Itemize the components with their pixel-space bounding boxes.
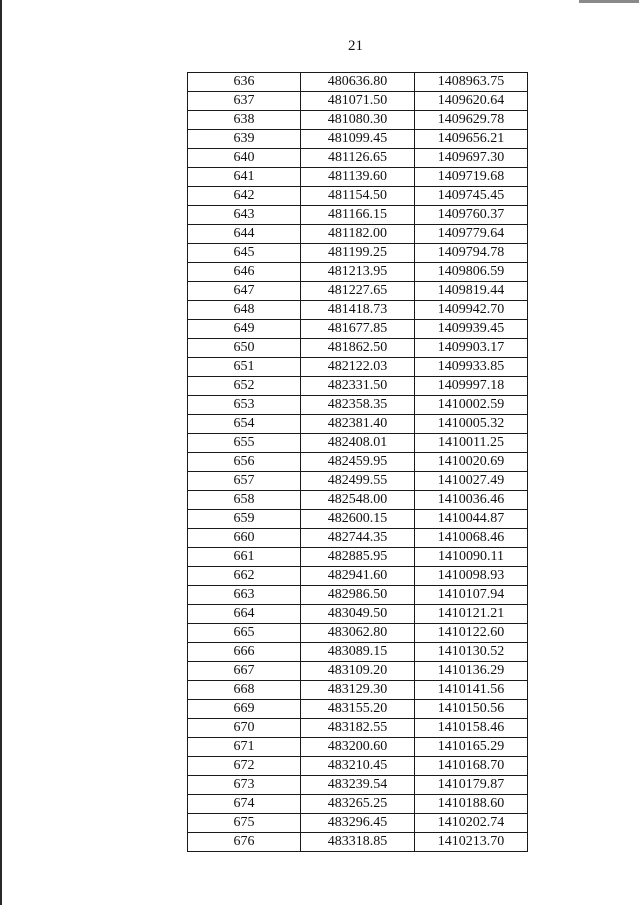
point-number-cell: 672 — [188, 757, 301, 776]
point-number-cell: 642 — [188, 187, 301, 206]
x-coordinate-cell: 483200.60 — [301, 738, 415, 757]
x-coordinate-cell: 481182.00 — [301, 225, 415, 244]
coordinates-table — [187, 72, 528, 852]
y-coordinate-cell: 1410005.32 — [415, 415, 528, 434]
y-coordinate-cell: 1410122.60 — [415, 624, 528, 643]
point-number-cell: 673 — [188, 776, 301, 795]
table-row — [188, 92, 528, 111]
point-number-cell: 638 — [188, 111, 301, 130]
table-row — [188, 776, 528, 795]
y-coordinate-cell: 1410202.74 — [415, 814, 528, 833]
point-number-cell: 671 — [188, 738, 301, 757]
y-coordinate-cell: 1410141.56 — [415, 681, 528, 700]
table-row — [188, 168, 528, 187]
y-coordinate-cell: 1409819.44 — [415, 282, 528, 301]
point-number-cell: 654 — [188, 415, 301, 434]
table-row — [188, 263, 528, 282]
point-number-cell: 664 — [188, 605, 301, 624]
point-number-cell: 651 — [188, 358, 301, 377]
point-number-cell: 640 — [188, 149, 301, 168]
x-coordinate-cell: 482548.00 — [301, 491, 415, 510]
x-coordinate-cell: 483049.50 — [301, 605, 415, 624]
point-number-cell: 656 — [188, 453, 301, 472]
point-number-cell: 645 — [188, 244, 301, 263]
x-coordinate-cell: 482600.15 — [301, 510, 415, 529]
y-coordinate-cell: 1410213.70 — [415, 833, 528, 852]
x-coordinate-cell: 482331.50 — [301, 377, 415, 396]
table-row — [188, 453, 528, 472]
table-row — [188, 605, 528, 624]
coordinates-table-body — [188, 73, 528, 852]
table-row — [188, 586, 528, 605]
y-coordinate-cell: 1409997.18 — [415, 377, 528, 396]
x-coordinate-cell: 481126.65 — [301, 149, 415, 168]
y-coordinate-cell: 1408963.75 — [415, 73, 528, 92]
point-number-cell: 653 — [188, 396, 301, 415]
x-coordinate-cell: 481418.73 — [301, 301, 415, 320]
table-row — [188, 491, 528, 510]
point-number-cell: 665 — [188, 624, 301, 643]
point-number-cell: 661 — [188, 548, 301, 567]
table-row — [188, 396, 528, 415]
y-coordinate-cell: 1410150.56 — [415, 700, 528, 719]
table-row — [188, 700, 528, 719]
point-number-cell: 658 — [188, 491, 301, 510]
x-coordinate-cell: 483089.15 — [301, 643, 415, 662]
x-coordinate-cell: 480636.80 — [301, 73, 415, 92]
point-number-cell: 649 — [188, 320, 301, 339]
top-right-mark — [579, 0, 639, 3]
table-row — [188, 320, 528, 339]
point-number-cell: 668 — [188, 681, 301, 700]
y-coordinate-cell: 1410036.46 — [415, 491, 528, 510]
x-coordinate-cell: 483239.54 — [301, 776, 415, 795]
table-row — [188, 206, 528, 225]
point-number-cell: 637 — [188, 92, 301, 111]
x-coordinate-cell: 482499.55 — [301, 472, 415, 491]
y-coordinate-cell: 1410121.21 — [415, 605, 528, 624]
table-row — [188, 111, 528, 130]
x-coordinate-cell: 482122.03 — [301, 358, 415, 377]
table-row — [188, 472, 528, 491]
table-row — [188, 529, 528, 548]
point-number-cell: 670 — [188, 719, 301, 738]
x-coordinate-cell: 482358.35 — [301, 396, 415, 415]
point-number-cell: 655 — [188, 434, 301, 453]
y-coordinate-cell: 1410168.70 — [415, 757, 528, 776]
point-number-cell: 643 — [188, 206, 301, 225]
y-coordinate-cell: 1410090.11 — [415, 548, 528, 567]
x-coordinate-cell: 483265.25 — [301, 795, 415, 814]
y-coordinate-cell: 1409933.85 — [415, 358, 528, 377]
table-row — [188, 681, 528, 700]
x-coordinate-cell: 483062.80 — [301, 624, 415, 643]
point-number-cell: 663 — [188, 586, 301, 605]
x-coordinate-cell: 481080.30 — [301, 111, 415, 130]
x-coordinate-cell: 483129.30 — [301, 681, 415, 700]
table-row — [188, 814, 528, 833]
table-row — [188, 662, 528, 681]
x-coordinate-cell: 483182.55 — [301, 719, 415, 738]
x-coordinate-cell: 482459.95 — [301, 453, 415, 472]
table-row — [188, 719, 528, 738]
point-number-cell: 647 — [188, 282, 301, 301]
y-coordinate-cell: 1410011.25 — [415, 434, 528, 453]
y-coordinate-cell: 1410107.94 — [415, 586, 528, 605]
x-coordinate-cell: 481227.65 — [301, 282, 415, 301]
y-coordinate-cell: 1409656.21 — [415, 130, 528, 149]
table-row — [188, 643, 528, 662]
y-coordinate-cell: 1409794.78 — [415, 244, 528, 263]
point-number-cell: 650 — [188, 339, 301, 358]
y-coordinate-cell: 1410068.46 — [415, 529, 528, 548]
point-number-cell: 636 — [188, 73, 301, 92]
point-number-cell: 666 — [188, 643, 301, 662]
x-coordinate-cell: 483210.45 — [301, 757, 415, 776]
y-coordinate-cell: 1409745.45 — [415, 187, 528, 206]
point-number-cell: 652 — [188, 377, 301, 396]
x-coordinate-cell: 482941.60 — [301, 567, 415, 586]
y-coordinate-cell: 1409760.37 — [415, 206, 528, 225]
x-coordinate-cell: 481199.25 — [301, 244, 415, 263]
point-number-cell: 674 — [188, 795, 301, 814]
x-coordinate-cell: 482408.01 — [301, 434, 415, 453]
table-row — [188, 377, 528, 396]
x-coordinate-cell: 481099.45 — [301, 130, 415, 149]
y-coordinate-cell: 1410130.52 — [415, 643, 528, 662]
left-edge-rule — [0, 0, 2, 905]
table-row — [188, 225, 528, 244]
x-coordinate-cell: 481213.95 — [301, 263, 415, 282]
x-coordinate-cell: 481154.50 — [301, 187, 415, 206]
x-coordinate-cell: 481862.50 — [301, 339, 415, 358]
table-row — [188, 434, 528, 453]
table-row — [188, 130, 528, 149]
table-row — [188, 282, 528, 301]
table-row — [188, 795, 528, 814]
y-coordinate-cell: 1409779.64 — [415, 225, 528, 244]
y-coordinate-cell: 1410179.87 — [415, 776, 528, 795]
x-coordinate-cell: 483109.20 — [301, 662, 415, 681]
table-row — [188, 73, 528, 92]
y-coordinate-cell: 1409806.59 — [415, 263, 528, 282]
x-coordinate-cell: 482381.40 — [301, 415, 415, 434]
y-coordinate-cell: 1409719.68 — [415, 168, 528, 187]
table-row — [188, 833, 528, 852]
table-row — [188, 510, 528, 529]
table-row — [188, 415, 528, 434]
x-coordinate-cell: 482986.50 — [301, 586, 415, 605]
point-number-cell: 644 — [188, 225, 301, 244]
table-row — [188, 358, 528, 377]
table-row — [188, 757, 528, 776]
y-coordinate-cell: 1410044.87 — [415, 510, 528, 529]
y-coordinate-cell: 1409942.70 — [415, 301, 528, 320]
x-coordinate-cell: 483155.20 — [301, 700, 415, 719]
x-coordinate-cell: 483296.45 — [301, 814, 415, 833]
y-coordinate-cell: 1410020.69 — [415, 453, 528, 472]
y-coordinate-cell: 1410158.46 — [415, 719, 528, 738]
y-coordinate-cell: 1409939.45 — [415, 320, 528, 339]
point-number-cell: 676 — [188, 833, 301, 852]
table-row — [188, 187, 528, 206]
x-coordinate-cell: 481139.60 — [301, 168, 415, 187]
page-number: 21 — [348, 38, 363, 54]
y-coordinate-cell: 1409903.17 — [415, 339, 528, 358]
table-row — [188, 624, 528, 643]
table-row — [188, 339, 528, 358]
table-row — [188, 738, 528, 757]
point-number-cell: 660 — [188, 529, 301, 548]
y-coordinate-cell: 1410188.60 — [415, 795, 528, 814]
table-row — [188, 244, 528, 263]
point-number-cell: 659 — [188, 510, 301, 529]
y-coordinate-cell: 1409629.78 — [415, 111, 528, 130]
table-row — [188, 301, 528, 320]
point-number-cell: 657 — [188, 472, 301, 491]
table-row — [188, 548, 528, 567]
point-number-cell: 669 — [188, 700, 301, 719]
table-row — [188, 567, 528, 586]
point-number-cell: 662 — [188, 567, 301, 586]
y-coordinate-cell: 1410136.29 — [415, 662, 528, 681]
point-number-cell: 646 — [188, 263, 301, 282]
y-coordinate-cell: 1409620.64 — [415, 92, 528, 111]
point-number-cell: 667 — [188, 662, 301, 681]
y-coordinate-cell: 1410027.49 — [415, 472, 528, 491]
x-coordinate-cell: 481166.15 — [301, 206, 415, 225]
point-number-cell: 639 — [188, 130, 301, 149]
y-coordinate-cell: 1409697.30 — [415, 149, 528, 168]
y-coordinate-cell: 1410002.59 — [415, 396, 528, 415]
point-number-cell: 641 — [188, 168, 301, 187]
table-row — [188, 149, 528, 168]
point-number-cell: 675 — [188, 814, 301, 833]
point-number-cell: 648 — [188, 301, 301, 320]
x-coordinate-cell: 482744.35 — [301, 529, 415, 548]
x-coordinate-cell: 482885.95 — [301, 548, 415, 567]
x-coordinate-cell: 483318.85 — [301, 833, 415, 852]
y-coordinate-cell: 1410165.29 — [415, 738, 528, 757]
y-coordinate-cell: 1410098.93 — [415, 567, 528, 586]
x-coordinate-cell: 481071.50 — [301, 92, 415, 111]
x-coordinate-cell: 481677.85 — [301, 320, 415, 339]
